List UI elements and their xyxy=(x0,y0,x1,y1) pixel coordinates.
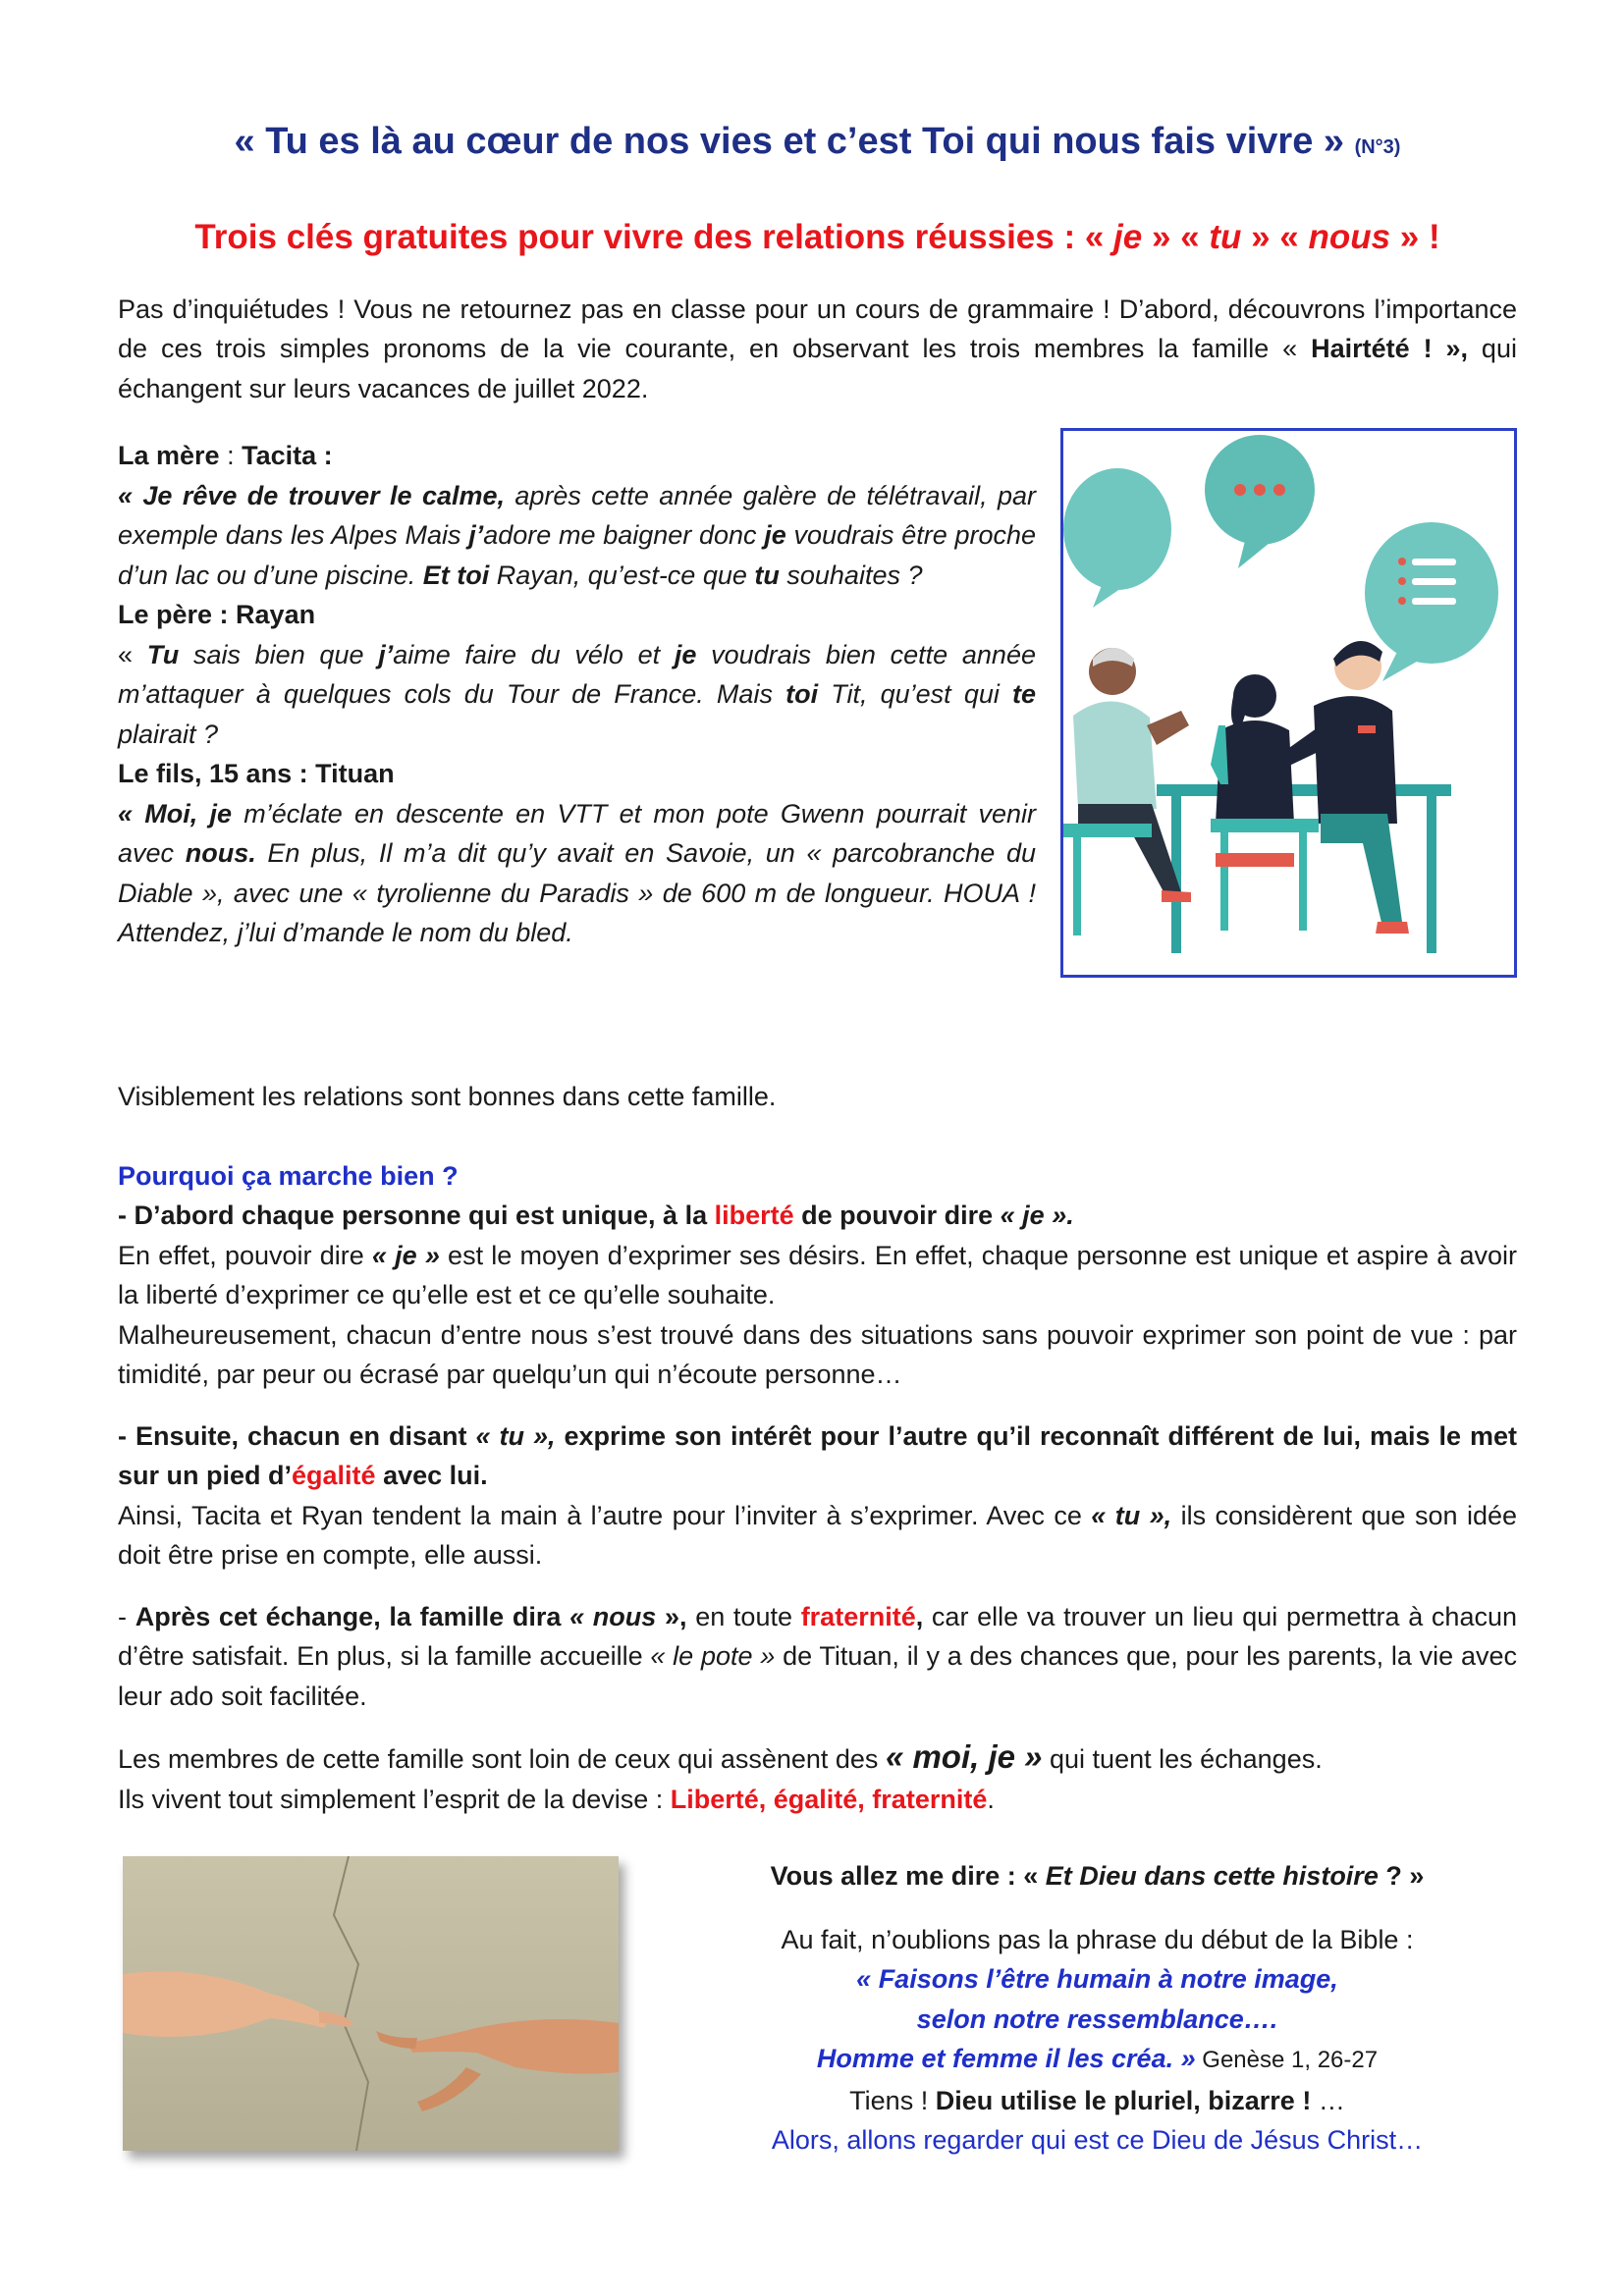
father-s8: Tit, qu’est qui xyxy=(818,679,1012,710)
table-top xyxy=(1157,784,1451,796)
conclusion-line-1 xyxy=(118,1737,1517,1780)
person-middle xyxy=(1211,674,1319,931)
p6-g: de Tituan, il y a des chances que, pour les parents, la vie avec leur ado soit facilitée. xyxy=(118,1641,1517,1711)
bible-question xyxy=(677,1856,1517,1896)
why-point-1-detail xyxy=(118,1236,1517,1315)
p6-d: en toute xyxy=(686,1601,801,1631)
father-s7: toi xyxy=(785,679,819,710)
intro-paragraph xyxy=(118,290,1517,409)
page-subtitle xyxy=(118,215,1517,260)
why-point-2-detail xyxy=(118,1496,1517,1575)
touching-hands-icon xyxy=(123,1856,619,2151)
mother-name: Tacita : xyxy=(242,441,333,471)
p7-moi-je: « moi, je » xyxy=(885,1738,1043,1776)
subtitle-nous: nous xyxy=(1298,218,1400,257)
why-point-3 xyxy=(118,1597,1517,1717)
p4-c: avec lui. xyxy=(375,1461,488,1491)
subtitle-part2: » « xyxy=(1151,218,1200,257)
bible-quote-line-2: selon notre ressemblance…. xyxy=(916,2003,1278,2034)
mother-quote xyxy=(118,476,1036,596)
mother-sep: : xyxy=(219,441,243,471)
father-s6: voudrais bien cette année m’attaquer à quelques cols du Tour de France. Mais xyxy=(118,639,1036,710)
mother-role: La mère xyxy=(118,441,220,471)
subtitle-tu: tu xyxy=(1199,218,1252,257)
motto: Liberté, égalité, fraternité xyxy=(670,1784,988,1814)
father-s4: aime faire du vélo et xyxy=(393,639,675,669)
bible-remark xyxy=(677,2081,1517,2121)
p4-a: - Ensuite, chacun en disant xyxy=(118,1420,476,1451)
p6-f: car elle va trouver un lieu qui permettra à chacun d’être satisfait. En plus, si la famille accueille xyxy=(118,1601,1518,1672)
why-point-2 xyxy=(118,1416,1517,1496)
bible-reference: Genèse 1, 26-27 xyxy=(1195,2047,1379,2074)
family-discussion-illustration xyxy=(1060,428,1517,978)
father-s9: te xyxy=(1011,679,1036,710)
p1-a: - D’abord chaque personne qui est unique, à la xyxy=(118,1201,715,1231)
bq-c: ? » xyxy=(1378,1861,1425,1892)
bible-box xyxy=(677,1856,1517,2161)
p6-b: Après cet échange, la famille dira xyxy=(135,1601,570,1631)
p4-b: exprime son intérêt pour l’autre qu’il reconnaît différent de lui, mais le met sur un pied d’ xyxy=(118,1420,1517,1491)
bible-intro: Au fait, n’oublions pas la phrase du début de la Bible : xyxy=(781,1924,1414,1954)
son-s3: nous. xyxy=(185,838,256,869)
p8-a: Ils vivent tout simplement l’esprit de la devise : xyxy=(118,1784,671,1814)
subtitle-je: je xyxy=(1104,218,1152,257)
mother-s8: Rayan, qu’est-ce que xyxy=(489,560,755,590)
visibly-sentence: Visiblement les relations sont bonnes dans cette famille. xyxy=(118,1082,777,1112)
mother-s9: tu xyxy=(754,560,780,590)
subtitle-part4: » ! xyxy=(1399,218,1440,257)
p4-tu: « tu », xyxy=(475,1420,556,1451)
father-s1: Tu xyxy=(146,639,180,669)
family-dialog xyxy=(118,436,1036,953)
why-heading: Pourquoi ça marche bien ? xyxy=(118,1160,459,1191)
father-s2: sais bien que xyxy=(179,639,379,669)
p2-je: « je » xyxy=(371,1240,440,1270)
p8-b: . xyxy=(987,1784,995,1814)
bottom-section xyxy=(118,1856,1517,2229)
p5-b: ils considèrent que son idée doit être prise en compte, elle aussi. xyxy=(118,1500,1517,1571)
p7-a: Les membres de cette famille sont loin de ceux qui assènent des xyxy=(118,1744,886,1775)
people-talking-icon xyxy=(1063,431,1514,975)
p7-b: qui tuent les échanges. xyxy=(1042,1744,1323,1775)
why-point-1 xyxy=(118,1196,1517,1236)
remark-b: Dieu utilise le pluriel, bizarre ! xyxy=(935,2085,1312,2115)
remark-a: Tiens ! xyxy=(849,2085,936,2115)
speech-bubble-2 xyxy=(1205,435,1315,568)
son-s4: En plus, Il m’a dit qu’y avait en Savoie, un « parcobranche du Diable », avec une « tyrolienne du Paradis » de 600 m de longueur. HOUA ! Attendez, j’lui d’mande le nom du bled. xyxy=(118,838,1036,948)
mother-s4: adore me baigner donc xyxy=(483,520,765,551)
page-title xyxy=(118,118,1517,166)
mother-s3: j’ xyxy=(468,520,484,551)
father-quote xyxy=(118,635,1036,755)
bq-b: Et Dieu dans cette histoire xyxy=(1045,1861,1379,1892)
intro-text1: Pas d’inquiétudes ! Vous ne retournez pas en classe pour un cours de grammaire ! D’abord, découvrons l’importance de ces trois simples pronoms de la vie courante, en observant les trois membres la famille « xyxy=(118,294,1517,364)
title-text: « Tu es là au cœur de nos vies et c’est Toi qui nous fais vivre » xyxy=(234,121,1345,162)
father-heading: Le père : Rayan xyxy=(118,600,316,630)
family-name: Hairtété ! », xyxy=(1311,334,1469,364)
quote-open: « xyxy=(118,639,147,669)
bible-quote-l4: Homme et femme il les créa. » xyxy=(816,2044,1196,2074)
issue-number: (N°3) xyxy=(1354,136,1401,158)
father-s5: je xyxy=(674,639,697,669)
creation-of-adam-image xyxy=(123,1856,619,2151)
why-point-1-note: Malheureusement, chacun d’entre nous s’est trouvé dans des situations sans pouvoir exprimer son point de vue : par timidité, par peur ou écrasé par quelqu’un qui n’écoute personne… xyxy=(118,1319,1517,1390)
p6-e: , xyxy=(915,1601,924,1631)
conclusion-line-2 xyxy=(118,1780,1517,1820)
document-page xyxy=(118,118,1517,2229)
mother-s2: après cette année galère de télétravail, par exemple dans les Alpes Mais xyxy=(118,480,1036,551)
mother-heading xyxy=(118,436,1036,476)
speech-bubble-3 xyxy=(1365,522,1498,681)
p2-a: En effet, pouvoir dire xyxy=(118,1240,372,1270)
mother-s1: Je rêve de trouver le calme, xyxy=(142,480,505,510)
son-heading: Le fils, 15 ans : Tituan xyxy=(118,759,395,789)
subtitle-part3: » « xyxy=(1251,218,1299,257)
bible-closing: Alors, allons regarder qui est ce Dieu de Jésus Christ… xyxy=(771,2125,1424,2156)
father-s10: plairait ? xyxy=(118,719,219,749)
p6-pote: « le pote » xyxy=(650,1641,776,1672)
son-quote xyxy=(118,794,1036,953)
dialog-section xyxy=(118,436,1517,1059)
p5-tu: « tu », xyxy=(1091,1500,1172,1530)
father-s3: j’ xyxy=(378,639,394,669)
p6-c: », xyxy=(656,1601,687,1631)
subtitle-part1: Trois clés gratuites pour vivre des relations réussies : « xyxy=(194,218,1105,257)
p6-a: - xyxy=(118,1601,135,1631)
p4-egalite: égalité xyxy=(292,1461,376,1491)
mother-s10: souhaites ? xyxy=(779,560,923,590)
remark-c: … xyxy=(1311,2085,1345,2115)
mother-s6: voudrais être proche d’un lac ou d’une piscine. xyxy=(118,520,1037,590)
p2-b: est le moyen d’exprimer ses désirs. En effet, chaque personne est unique et aspire à avoir la liberté d’exprimer ce qu’elle est et ce qu’elle souhaite. xyxy=(118,1240,1517,1310)
intro-text2: qui échangent sur leurs vacances de juillet 2022. xyxy=(118,334,1517,403)
p5-a: Ainsi, Tacita et Ryan tendent la main à l’autre pour l’inviter à s’exprimer. Avec ce xyxy=(118,1500,1092,1530)
p1-b: de pouvoir dire xyxy=(793,1201,1001,1231)
son-s2: m’éclate en descente en VTT et mon pote Gwenn pourrait venir avec xyxy=(118,798,1036,869)
speech-bubble-1 xyxy=(1063,468,1171,608)
bible-quote-line-3 xyxy=(677,2039,1517,2081)
p1-je: « je ». xyxy=(1000,1201,1074,1231)
p6-nous: « nous xyxy=(569,1601,657,1631)
mother-s5: je xyxy=(764,520,786,551)
quote-open: « xyxy=(118,798,145,828)
bible-quote-line-1: « Faisons l’être humain à notre image, xyxy=(856,1964,1338,1995)
son-s1: Moi, je xyxy=(144,798,233,828)
mother-s7: Et toi xyxy=(422,560,490,590)
p6-fraternite: fraternité xyxy=(800,1601,916,1631)
p1-liberte: liberté xyxy=(714,1201,794,1231)
bq-a: Vous allez me dire : « xyxy=(770,1861,1046,1892)
quote-open: « xyxy=(118,480,143,510)
